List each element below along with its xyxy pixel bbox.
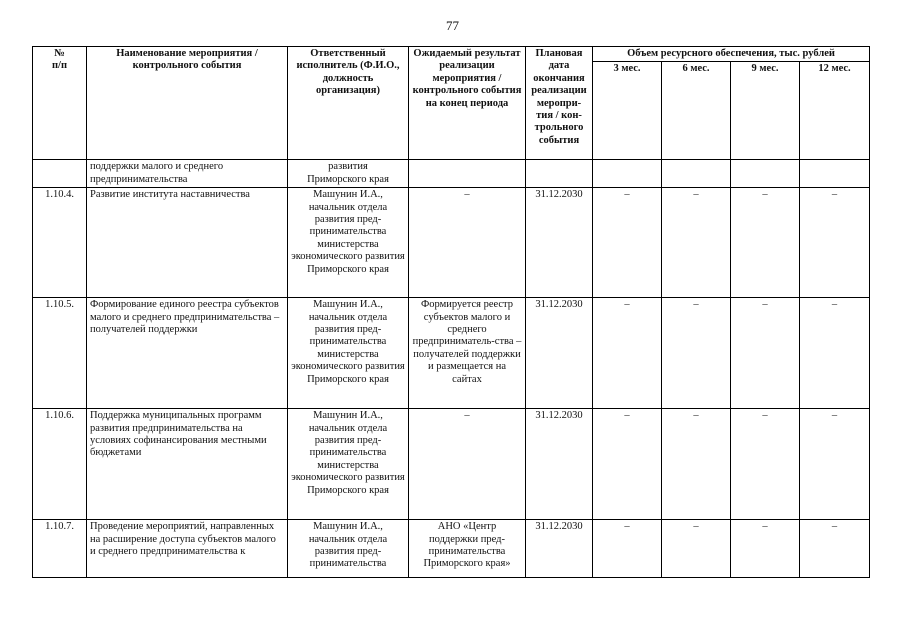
table-row: [33, 298, 870, 409]
header-responsible: Ответственный исполнитель (Ф.И.О., должность организация): [288, 47, 409, 160]
page-number: 77: [446, 18, 459, 33]
cell-m6: –: [662, 298, 731, 409]
cell-m9: [731, 160, 800, 188]
cell-num: [33, 160, 87, 188]
cell-num: 1.10.6.: [33, 409, 87, 520]
cell-m12: –: [800, 520, 870, 578]
cell-m3: –: [593, 298, 662, 409]
cell-name: Развитие института наставничества: [87, 188, 288, 298]
header-deadline: Плановая дата окончания реализации меропри-тия / кон-трольного события: [526, 47, 593, 160]
cell-m12: –: [800, 298, 870, 409]
cell-num: 1.10.4.: [33, 188, 87, 298]
cell-m6: –: [662, 188, 731, 298]
table-row: [33, 409, 870, 520]
cell-name: поддержки малого и среднего предпринимательства: [87, 160, 288, 188]
cell-responsible: Машунин И.А., начальник отдела развития пред-принимательства: [288, 520, 409, 578]
cell-responsible: Машунин И.А., начальник отдела развития пред-принимательства министерства экономического развития Приморского края: [288, 298, 409, 409]
cell-responsible: Машунин И.А., начальник отдела развития пред-принимательства министерства экономического развития Приморского края: [288, 409, 409, 520]
header-month-6: 6 мес.: [662, 62, 731, 160]
cell-m3: –: [593, 188, 662, 298]
cell-m9: –: [731, 298, 800, 409]
cell-expected: –: [409, 409, 526, 520]
cell-m3: –: [593, 520, 662, 578]
cell-m9: –: [731, 188, 800, 298]
cell-expected: –: [409, 188, 526, 298]
cell-responsible: Машунин И.А., начальник отдела развития пред-принимательства министерства экономического развития Приморского края: [288, 188, 409, 298]
cell-deadline: 31.12.2030: [526, 298, 593, 409]
cell-m3: –: [593, 409, 662, 520]
cell-m12: [800, 160, 870, 188]
cell-m6: –: [662, 520, 731, 578]
header-name: Наименование мероприятия / контрольного события: [87, 47, 288, 160]
table-row: [33, 188, 870, 298]
cell-name: Проведение мероприятий, направленных на расширение доступа субъектов малого и среднего предпринимательства к: [87, 520, 288, 578]
cell-deadline: 31.12.2030: [526, 520, 593, 578]
table-row-continuation: [33, 160, 870, 188]
cell-expected: АНО «Центр поддержки пред-принимательства Приморского края»: [409, 520, 526, 578]
header-resources: Объем ресурсного обеспечения, тыс. рублей: [593, 47, 870, 62]
cell-deadline: [526, 160, 593, 188]
header-month-12: 12 мес.: [800, 62, 870, 160]
cell-name: Формирование единого реестра субъектов малого и среднего предпринимательства – получателей поддержки: [87, 298, 288, 409]
cell-m9: –: [731, 520, 800, 578]
plan-table: [32, 46, 870, 578]
cell-m3: [593, 160, 662, 188]
cell-deadline: 31.12.2030: [526, 188, 593, 298]
cell-m12: –: [800, 188, 870, 298]
cell-num: 1.10.7.: [33, 520, 87, 578]
header-month-9: 9 мес.: [731, 62, 800, 160]
cell-m12: –: [800, 409, 870, 520]
cell-responsible: развития Приморского края: [288, 160, 409, 188]
table-row: [33, 520, 870, 578]
cell-num: 1.10.5.: [33, 298, 87, 409]
header-month-3: 3 мес.: [593, 62, 662, 160]
header-num: № п/п: [33, 47, 87, 160]
cell-name: Поддержка муниципальных программ развития предпринимательства на условиях софинансирования местными бюджетами: [87, 409, 288, 520]
header-expected: Ожидаемый результат реализации мероприятия / контрольного события на конец периода: [409, 47, 526, 160]
cell-expected: Формируется реестр субъектов малого и среднего предприниматель-ства – получателей поддержки и размещается на сайтах: [409, 298, 526, 409]
cell-expected: [409, 160, 526, 188]
cell-m9: –: [731, 409, 800, 520]
cell-m6: –: [662, 409, 731, 520]
cell-deadline: 31.12.2030: [526, 409, 593, 520]
cell-m6: [662, 160, 731, 188]
